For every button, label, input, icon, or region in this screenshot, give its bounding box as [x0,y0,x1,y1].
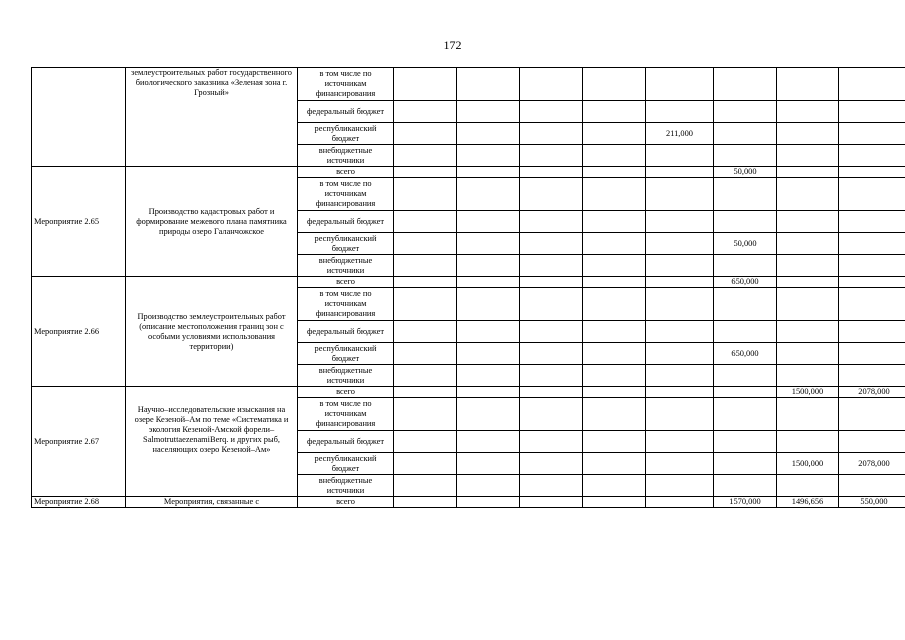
source-cell: республиканский бюджет [298,453,394,475]
value-cell [583,288,646,321]
description-cell: Научно–исследовательские изыскания на озере Кезеной–Ам по теме «Систематика и экология Кезеной-Амской форели– SalmotruttaezenamiBerq. и других рыб, населяющих озеро Кезеной–Ам» [126,387,298,497]
value-cell [394,211,457,233]
value-cell [520,475,583,497]
value-cell: 1500,000 [777,453,839,475]
value-cell [583,343,646,365]
source-cell: всего [298,387,394,398]
description-cell: землеустроительных работ государственного биологического заказника «Зеленая зона г. Грозный» [126,68,298,167]
value-cell [839,68,905,101]
value-cell [520,123,583,145]
value-cell [520,167,583,178]
value-cell [583,453,646,475]
value-cell [714,431,777,453]
value-cell [839,178,905,211]
value-cell [394,387,457,398]
value-cell [520,497,583,508]
value-cell [777,101,839,123]
value-cell [646,321,714,343]
value-cell [520,453,583,475]
value-cell [714,255,777,277]
value-cell [646,178,714,211]
value-cell [839,167,905,178]
value-cell [646,288,714,321]
value-cell [394,321,457,343]
value-cell [520,211,583,233]
value-cell [520,343,583,365]
value-cell [583,211,646,233]
value-cell [646,68,714,101]
value-cell [457,101,520,123]
value-cell [457,211,520,233]
source-cell: всего [298,497,394,508]
value-cell [457,497,520,508]
value-cell [583,398,646,431]
value-cell [646,475,714,497]
value-cell [777,343,839,365]
value-cell [777,321,839,343]
value-cell [394,365,457,387]
value-cell [839,321,905,343]
source-cell: федеральный бюджет [298,101,394,123]
value-cell: 2078,000 [839,387,905,398]
value-cell [457,255,520,277]
value-cell [520,277,583,288]
value-cell [839,123,905,145]
value-cell [583,497,646,508]
value-cell [583,431,646,453]
source-cell: республиканский бюджет [298,123,394,145]
value-cell [394,288,457,321]
value-cell [394,453,457,475]
event-cell: Мероприятие 2.65 [32,167,126,277]
value-cell [714,321,777,343]
value-cell: 1570,000 [714,497,777,508]
value-cell [777,167,839,178]
value-cell [646,431,714,453]
value-cell [777,68,839,101]
table-row [32,497,905,508]
value-cell: 650,000 [714,277,777,288]
value-cell [777,365,839,387]
table-row [32,277,905,288]
value-cell [583,255,646,277]
value-cell [777,233,839,255]
value-cell [839,277,905,288]
value-cell [839,288,905,321]
value-cell [646,277,714,288]
value-cell [646,387,714,398]
value-cell [520,178,583,211]
value-cell [646,101,714,123]
source-cell: внебюджетные источники [298,255,394,277]
value-cell [646,145,714,167]
value-cell [714,211,777,233]
value-cell [777,145,839,167]
value-cell [457,365,520,387]
value-cell [714,68,777,101]
value-cell [646,398,714,431]
value-cell: 1496,656 [777,497,839,508]
value-cell: 1500,000 [777,387,839,398]
value-cell [394,233,457,255]
source-cell: в том числе по источникам финансирования [298,288,394,321]
value-cell [646,453,714,475]
value-cell [646,167,714,178]
value-cell [583,101,646,123]
value-cell: 2078,000 [839,453,905,475]
value-cell [646,233,714,255]
value-cell [394,497,457,508]
source-cell: республиканский бюджет [298,343,394,365]
value-cell [777,211,839,233]
value-cell [457,167,520,178]
value-cell [394,431,457,453]
value-cell [646,365,714,387]
source-cell: в том числе по источникам финансирования [298,178,394,211]
value-cell [394,475,457,497]
value-cell [714,387,777,398]
value-cell [839,475,905,497]
value-cell [583,475,646,497]
value-cell [457,431,520,453]
source-cell: федеральный бюджет [298,321,394,343]
value-cell [520,365,583,387]
value-cell [394,178,457,211]
value-cell [394,343,457,365]
value-cell [646,343,714,365]
value-cell [839,365,905,387]
value-cell [583,178,646,211]
value-cell [646,497,714,508]
value-cell [714,475,777,497]
value-cell [457,277,520,288]
value-cell: 550,000 [839,497,905,508]
source-cell: федеральный бюджет [298,211,394,233]
value-cell [520,255,583,277]
value-cell [457,178,520,211]
value-cell [520,145,583,167]
value-cell [457,145,520,167]
value-cell [714,398,777,431]
source-cell: всего [298,277,394,288]
value-cell [394,398,457,431]
table-row [32,167,905,178]
value-cell [714,288,777,321]
value-cell [457,343,520,365]
source-cell: федеральный бюджет [298,431,394,453]
value-cell [457,321,520,343]
value-cell [839,211,905,233]
value-cell [457,68,520,101]
value-cell [777,123,839,145]
value-cell [520,387,583,398]
value-cell [777,178,839,211]
value-cell [583,277,646,288]
value-cell [583,321,646,343]
event-cell: Мероприятие 2.66 [32,277,126,387]
source-cell: в том числе по источникам финансирования [298,398,394,431]
value-cell [457,453,520,475]
value-cell [583,167,646,178]
value-cell [583,145,646,167]
source-cell: внебюджетные источники [298,475,394,497]
value-cell [839,255,905,277]
value-cell [394,101,457,123]
value-cell [457,398,520,431]
source-cell: внебюджетные источники [298,365,394,387]
value-cell [520,288,583,321]
value-cell [583,365,646,387]
table-row [32,387,905,398]
value-cell [714,145,777,167]
table-body [32,68,905,508]
description-cell: Производство землеустроительных работ (описание местоположения границ зон с особыми условиями использования территории) [126,277,298,387]
value-cell [777,255,839,277]
page-number: 172 [443,38,462,52]
value-cell [457,475,520,497]
value-cell: 50,000 [714,167,777,178]
value-cell [520,68,583,101]
value-cell [520,233,583,255]
value-cell [714,453,777,475]
value-cell [520,431,583,453]
value-cell [839,343,905,365]
value-cell [394,167,457,178]
value-cell [777,277,839,288]
value-cell [777,475,839,497]
financing-table [31,67,905,508]
value-cell [583,68,646,101]
value-cell: 650,000 [714,343,777,365]
value-cell [777,288,839,321]
value-cell [714,365,777,387]
event-cell: Мероприятие 2.67 [32,387,126,497]
value-cell [839,233,905,255]
value-cell [714,178,777,211]
value-cell [714,123,777,145]
source-cell: всего [298,167,394,178]
value-cell [394,277,457,288]
value-cell [394,68,457,101]
value-cell [394,255,457,277]
value-cell [394,123,457,145]
value-cell [839,431,905,453]
source-cell: в том числе по источникам финансирования [298,68,394,101]
value-cell [646,255,714,277]
value-cell [520,398,583,431]
description-cell: Производство кадастровых работ и формирование межевого плана памятника природы озеро Галанчожское [126,167,298,277]
value-cell [457,288,520,321]
value-cell [777,398,839,431]
source-cell: республиканский бюджет [298,233,394,255]
value-cell [646,211,714,233]
value-cell [777,431,839,453]
value-cell: 50,000 [714,233,777,255]
table-row [32,68,905,101]
value-cell [457,233,520,255]
value-cell [839,101,905,123]
value-cell [394,145,457,167]
description-cell: Мероприятия, связанные с [126,497,298,508]
value-cell [457,387,520,398]
value-cell [520,321,583,343]
value-cell [839,145,905,167]
value-cell [520,101,583,123]
value-cell: 211,000 [646,123,714,145]
event-cell [32,68,126,167]
value-cell [457,123,520,145]
event-cell: Мероприятие 2.68 [32,497,126,508]
value-cell [583,233,646,255]
value-cell [714,101,777,123]
source-cell: внебюджетные источники [298,145,394,167]
value-cell [583,387,646,398]
value-cell [583,123,646,145]
value-cell [839,398,905,431]
